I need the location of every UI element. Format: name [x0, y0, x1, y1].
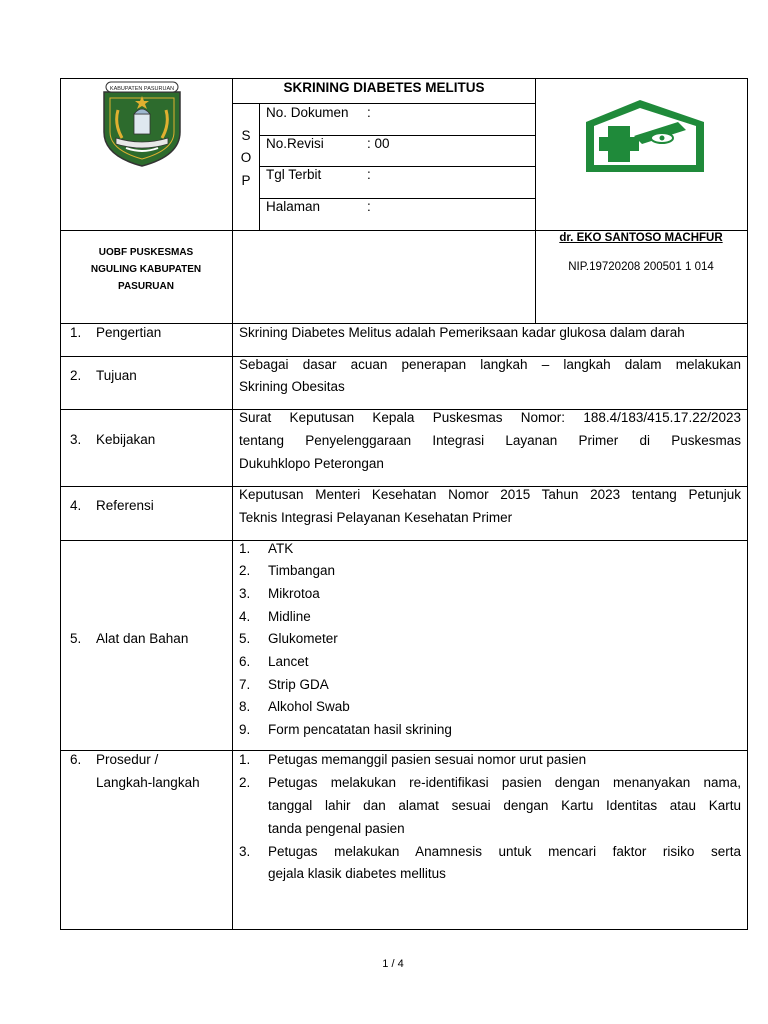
- list-item-number: 4.: [239, 609, 251, 624]
- step-text: tanda pengenal pasien: [268, 821, 405, 836]
- signer-name: dr. EKO SANTOSO MACHFUR: [559, 232, 723, 244]
- step-text: gejala klasik diabetes mellitus: [268, 866, 446, 881]
- sop-letter-p: P: [241, 173, 251, 188]
- field-label-no-dokumen: No. Dokumen: [266, 105, 349, 120]
- step-text: Petugas melakukan Anamnesis untuk mencari faktor risiko serta: [268, 844, 741, 859]
- step-text: tanggal lahir dan alamat sesuai dengan Kartu Identitas atau Kartu: [268, 798, 741, 813]
- list-item: Strip GDA: [268, 677, 329, 692]
- page-number: 1 / 4: [382, 958, 404, 970]
- list-item: Form pencatatan hasil skrining: [268, 722, 452, 737]
- field-value-no-revisi: : 00: [367, 136, 390, 151]
- row-4-label: Referensi: [96, 498, 154, 513]
- field-label-halaman: Halaman: [266, 199, 321, 214]
- list-item: Mikrotoa: [268, 586, 320, 601]
- list-item-number: 6.: [239, 654, 251, 669]
- puskesmas-logo: [582, 98, 708, 176]
- org-name-line-2: NGULING KABUPATEN: [90, 264, 202, 275]
- row-2-content-line-1: Sebagai dasar acuan penerapan langkah – langkah dalam melakukan: [239, 357, 741, 372]
- list-item: Lancet: [268, 654, 309, 669]
- document-title: SKRINING DIABETES MELITUS: [283, 80, 485, 95]
- list-item-number: 2.: [239, 563, 251, 578]
- sop-letter-s: S: [241, 128, 251, 143]
- list-item: ATK: [268, 541, 294, 556]
- row-6-label-line-2: Langkah-langkah: [96, 775, 200, 790]
- field-value-halaman: :: [367, 199, 371, 214]
- row-2-content-line-2: Skrining Obesitas: [239, 379, 345, 394]
- row-6-number: 6.: [70, 752, 82, 767]
- field-value-tgl-terbit: :: [367, 167, 371, 182]
- list-item: Midline: [268, 609, 311, 624]
- row-1-number: 1.: [70, 325, 82, 340]
- step-number: 1.: [239, 752, 251, 767]
- list-item-number: 9.: [239, 722, 251, 737]
- row-6-label-line-1: Prosedur /: [96, 752, 159, 767]
- row-4-number: 4.: [70, 498, 82, 513]
- row-3-content-line-2: tentang Penyelenggaraan Integrasi Layanan Primer di Puskesmas: [239, 433, 741, 448]
- row-1-label: Pengertian: [96, 325, 162, 340]
- step-text: Petugas memanggil pasien sesuai nomor urut pasien: [268, 752, 587, 767]
- row-3-label: Kebijakan: [96, 432, 156, 447]
- field-label-no-revisi: No.Revisi: [266, 136, 324, 151]
- step-number: 3.: [239, 844, 251, 859]
- signer-nip: NIP.19720208 200501 1 014: [568, 261, 714, 273]
- regency-crest-logo: [96, 80, 188, 168]
- list-item: Timbangan: [268, 563, 336, 578]
- list-item-number: 3.: [239, 586, 251, 601]
- row-3-content-line-3: Dukuhklopo Peterongan: [239, 456, 384, 471]
- list-item-number: 5.: [239, 631, 251, 646]
- step-text: Petugas melakukan re-identifikasi pasien dengan menanyakan nama,: [268, 775, 741, 790]
- row-5-label: Alat dan Bahan: [96, 631, 189, 646]
- list-item-number: 8.: [239, 699, 251, 714]
- row-1-content: Skrining Diabetes Melitus adalah Pemeriksaan kadar glukosa dalam darah: [239, 325, 685, 340]
- row-4-content-line-1: Keputusan Menteri Kesehatan Nomor 2015 Tahun 2023 tentang Petunjuk: [239, 487, 741, 502]
- list-item: Glukometer: [268, 631, 338, 646]
- list-item: Alkohol Swab: [268, 699, 350, 714]
- list-item-number: 1.: [239, 541, 251, 556]
- list-item-number: 7.: [239, 677, 251, 692]
- row-2-number: 2.: [70, 368, 82, 383]
- row-2-label: Tujuan: [96, 368, 137, 383]
- row-5-number: 5.: [70, 631, 82, 646]
- org-name-line-1: UOBF PUSKESMAS: [98, 247, 194, 258]
- step-number: 2.: [239, 775, 251, 790]
- field-value-no-dokumen: :: [367, 105, 371, 120]
- crest-label: KABUPATEN PASURUAN: [109, 86, 175, 92]
- sop-letter-o: O: [240, 150, 252, 165]
- row-4-content-line-2: Teknis Integrasi Pelayanan Kesehatan Primer: [239, 510, 513, 525]
- org-name-line-3: PASURUAN: [118, 281, 174, 292]
- row-3-content-line-1: Surat Keputusan Kepala Puskesmas Nomor: 188.4/183/415.17.22/2023: [239, 410, 741, 425]
- row-3-number: 3.: [70, 432, 82, 447]
- field-label-tgl-terbit: Tgl Terbit: [266, 167, 322, 182]
